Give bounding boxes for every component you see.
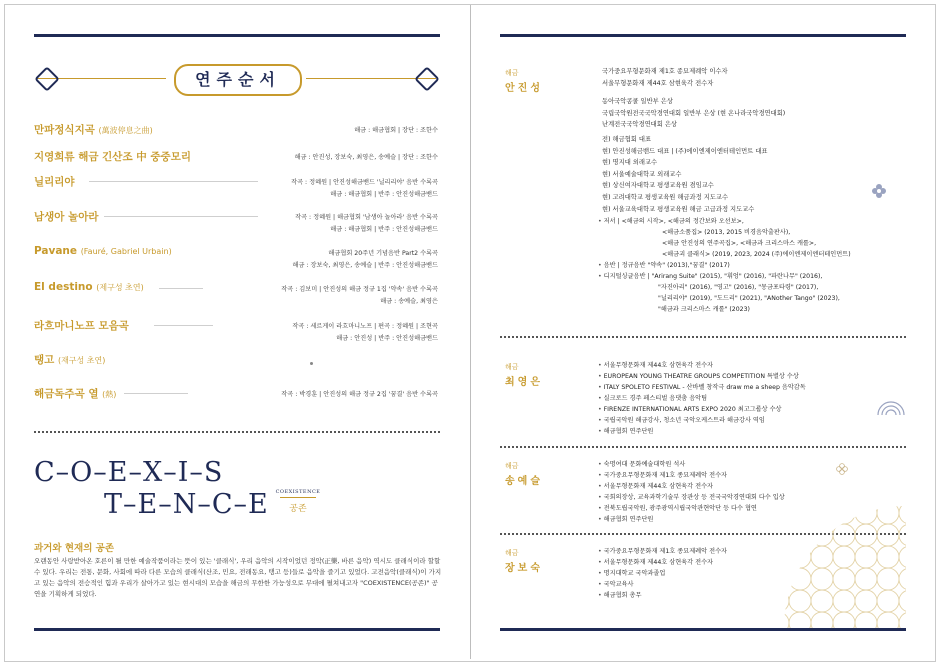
intro-heading: 과거와 현재의 공존	[34, 543, 115, 554]
logo-korean-text: 공존	[289, 504, 307, 514]
career-line: • 국가중요무형문화재 제1호 종묘제례악 전수자	[598, 470, 785, 481]
works-line: "자진아리" (2016), "영고" (2016), "몽금포타령" (2017),	[658, 284, 819, 291]
dotted-divider	[500, 336, 906, 338]
program-credit: 작곡 : 김보미 | 안진성의 해금 정규 1집 '약속' 음반 수록곡	[281, 286, 438, 293]
program-item-subtitle: (萬波停息之曲)	[98, 126, 153, 135]
divider-line	[124, 393, 188, 394]
program-credit: 해금 : 해금협회 | 반주 : 안진성해금밴드	[330, 191, 438, 198]
bottom-rule-left	[34, 628, 440, 631]
performer-role: 해금	[505, 363, 519, 371]
divider-line	[159, 288, 203, 289]
career-line: 서울무형문화재 제44호 삼현육각 전수자	[602, 79, 714, 87]
performer-name: 장보숙	[505, 563, 543, 574]
works-line: • 저서 | <해금의 시작>, <해금의 정간보와 오선보>,	[598, 216, 851, 227]
works-line: • 디지털싱글음반 | "Arirang Suite" (2015), "휘엉" (2016), "파란나무" (2016),	[598, 271, 851, 282]
logo-small-text: COEXISTENCE	[275, 489, 321, 495]
program-item-title: 해금독주곡 열	[34, 388, 99, 400]
coexistence-line2: T–E–N–C–E	[104, 489, 269, 520]
works-line: "닐리리야" (2019), "도드리" (2021), "ANother Tango" (2023),	[658, 295, 840, 302]
program-item-title: 지영희류 해금 긴산조 中 중중모리	[34, 151, 191, 163]
program-item-title: El destino	[34, 281, 93, 293]
divider-line	[154, 325, 213, 326]
flower-motif-icon	[871, 183, 887, 199]
career-line: • 해금협회 총무	[598, 590, 727, 601]
career-line: • 국회의장상, 교육과학기술부 장관상 등 전국국악경연대회 다수 입상	[598, 492, 785, 503]
knot-ornament-icon	[34, 66, 59, 91]
dotted-divider	[34, 431, 440, 433]
coexistence-logo	[268, 489, 328, 514]
performer-name: 송예슬	[505, 476, 543, 487]
career-group	[602, 66, 728, 89]
career-line: • 국악교육사	[598, 579, 727, 590]
career-line: 난계전국국악경연대회 은상	[602, 121, 677, 129]
performer-role: 해금	[505, 69, 519, 77]
page-spine	[470, 5, 471, 659]
bottom-rule-right	[500, 628, 906, 631]
career-line: • 국립국악원 해금강사, 청소년 국악오케스트라 해금강사 역임	[598, 415, 806, 426]
career-line: 전) 해금협회 대표	[602, 136, 652, 143]
program-title: 연주순서	[174, 64, 302, 96]
career-line: 현) 서울교육대학교 평생교육원 해금 고급과정 지도교수	[602, 205, 755, 213]
career-line: 현) 명지대 외래교수	[602, 159, 658, 167]
program-credit: 작곡 : 박경훈 | 안진성의 해금 정규 2집 '꿈결' 음반 수록곡	[281, 391, 438, 398]
program-credit: 해금 : 안진성, 장보숙, 최영은, 송예슬 | 장단 : 조한수	[294, 154, 438, 161]
career-line: • ITALY SPOLETO FESTIVAL - 산바벨 창작극 draw me a sheep 음악감독	[598, 382, 806, 393]
flower-motif-icon	[836, 463, 848, 475]
works-line: <해금괴 클래식> (2019, 2023, 2024 (주)에이엔제이엔터테인먼트)	[662, 251, 851, 258]
program-item-title: 라흐마니노프 모음곡	[34, 320, 129, 332]
divider-line	[104, 216, 258, 217]
works-list	[598, 216, 851, 315]
performer-name: 안진성	[505, 83, 543, 94]
program-credit: 작곡 : 정혜원 | 안진성해금밴드 '닐리리야' 음반 수록곡	[291, 179, 438, 186]
performer-role: 해금	[505, 549, 519, 557]
career-line: 현) 상신여자대학교 평생교육원 겸임교수	[602, 182, 714, 190]
career-line: • 숙명여대 문화예술대학원 석사	[598, 459, 785, 470]
program-credit: 작곡 : 세르게이 라흐마니노프 | 편곡 : 정혜원 | 조현곡	[292, 323, 438, 330]
career-group	[602, 134, 768, 215]
wave-motif-icon	[876, 400, 906, 416]
works-line: • 음반 | 정규음반 "약속" (2013),"꿈결" (2017)	[598, 260, 851, 271]
career-line: 국가중요무형문화재 제1호 종묘제례악 이수자	[602, 68, 728, 75]
career-line: • 실크로드 경주 페스티벌 음댓춤 음악팀	[598, 393, 806, 404]
career-line: • 서울무형문화재 제44호 삼현육각 전수자	[598, 557, 727, 568]
program-credit: 해금협회 20주년 기념음반 Part2 수록곡	[328, 250, 438, 257]
coexistence-line1: C–O–E–X–I–S	[34, 457, 224, 488]
career-line: • 해금협회 연주단원	[598, 514, 785, 525]
program-credit: 해금 : 송예슬, 최영은	[380, 298, 438, 305]
intro-body: 오랜동안 사랑받아온 호른이 될 만한 예술작품이라는 뜻이 있는 '클래식', 우리 음악의 시작이었던 정악(正樂, 바른 음악) 역시도 클래식이라 할할 수 있다. 우리는 전통, 문화, 사회에 따라 다른 모습의 클래식(산조, 민요, 전래동요, 탱고 등)들로 음악을 즐기고 있었다. 고전음악(클래식)이 가지고 있는 음악의 전승적인 힘과 우리가 살아가고 있는 현시대의 모습을 해금의 무한한 가능성으로 무대에 펼쳐내고자 "COEXISTENCE(공존)" 공연을 기획하게 되었다.	[34, 557, 442, 598]
top-rule-right	[500, 34, 906, 37]
program-item-subtitle: (재구성 초연)	[57, 356, 106, 365]
career-line: • 서울무형문화재 제44호 삼현육각 전수자	[598, 481, 785, 492]
program-item-subtitle: (熱)	[102, 390, 117, 399]
performer-role: 해금	[505, 462, 519, 470]
career-list	[598, 546, 727, 601]
works-line: <해금소품집> (2013, 2015 비경음악출판사),	[662, 229, 791, 236]
career-line: 현) 고려대학교 평생교육원 해금과정 지도교수	[602, 193, 729, 201]
career-line: • 서울무형문화재 제44호 삼현육각 전수자	[598, 360, 806, 371]
career-line: • 해금협회 연주단원	[598, 426, 806, 437]
program-credit: 해금 : 해금협회 | 반주 : 안진성해금밴드	[330, 226, 438, 233]
knot-ornament-icon	[414, 66, 439, 91]
program-item-title: Pavane	[34, 245, 78, 257]
dotted-divider	[500, 446, 906, 448]
program-item-subtitle: (Fauré, Gabriel Urbain)	[80, 247, 172, 256]
performer-name: 최영은	[505, 377, 543, 388]
career-line: • 전북도립국악원, 광주광역시립국악관현악단 등 다수 협연	[598, 503, 785, 514]
works-line: <해금 안진성의 연주곡집>, <해금과 크리스마스 캐롤>,	[662, 240, 817, 247]
top-rule-left	[34, 34, 440, 37]
lattice-pattern-icon	[770, 505, 906, 628]
program-credit: 해금 : 장보숙, 최영은, 송예슬 | 반주 : 안진성해금밴드	[292, 262, 438, 269]
career-line: 현) 안진성해금밴드 대표 | (주)에이엔제이엔터테인먼트 대표	[602, 147, 768, 155]
career-line: 동아국악콩쿨 일반부 은상	[602, 98, 673, 105]
career-line: • EUROPEAN YOUNG THEATRE GROUPS COMPETITION 특별상 수상	[598, 371, 806, 382]
program-item-title: 탱고	[34, 354, 55, 366]
dot-marker	[310, 362, 313, 365]
career-line: • 국가중요무형문화재 제1호 종묘제례악 전수자	[598, 546, 727, 557]
career-line: • 명지대학교 국악과졸업	[598, 568, 727, 579]
program-credit: 작곡 : 정혜원 | 해금협회 '남생아 놀아라' 음반 수록곡	[295, 214, 438, 221]
program-item-title: 닐리리야	[34, 176, 75, 188]
program-credit: 해금 : 안진성 | 반주 : 안진성해금밴드	[336, 335, 438, 342]
career-group	[602, 96, 785, 131]
career-list	[598, 459, 785, 525]
works-line: "해금과 크리스마스 캐롤" (2023)	[658, 306, 750, 313]
program-credit: 해금 : 해금협회 | 장단 : 조한수	[354, 127, 438, 134]
career-line: 현) 서울예술대학교 외래교수	[602, 170, 682, 178]
career-line: • FIRENZE INTERNATIONAL ARTS EXPO 2020 최고그룹상 수상	[598, 404, 806, 415]
program-item-title: 만파정식지곡	[34, 124, 95, 136]
divider-line	[89, 181, 258, 182]
program-item-subtitle: (제구성 초연)	[96, 283, 144, 292]
program-item-title: 남생아 놀아라	[34, 211, 99, 223]
career-line: 국립국악원전국국악경연대회 일반부 은상 (현 온나라국악경연대회)	[602, 109, 786, 117]
program-title-banner	[36, 64, 436, 94]
career-list	[598, 360, 806, 437]
